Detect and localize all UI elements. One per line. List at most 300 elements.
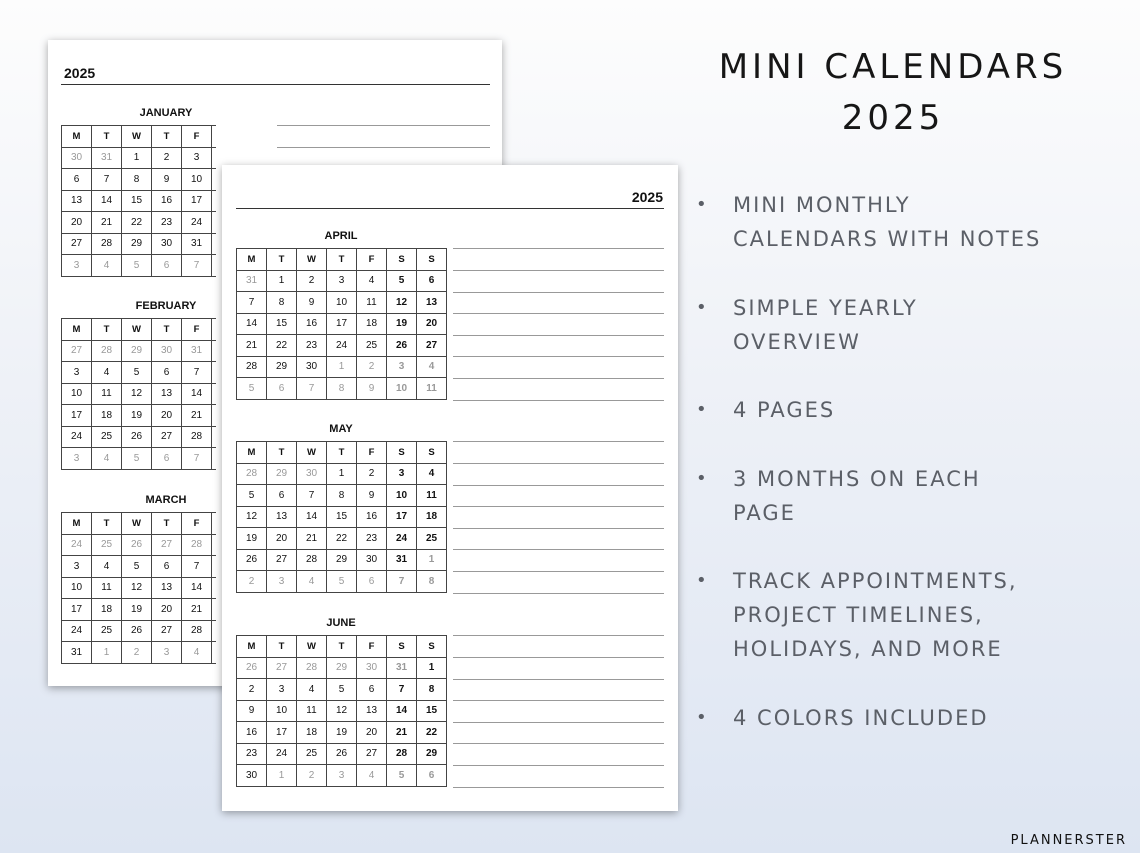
day-cell: 17 — [182, 190, 212, 212]
day-cell: 14 — [237, 313, 267, 335]
day-cell: 7 — [387, 571, 417, 593]
day-cell: 2 — [297, 765, 327, 787]
day-cell: 3 — [267, 679, 297, 701]
month-name: JUNE — [326, 617, 356, 629]
day-cell: 27 — [417, 335, 447, 357]
day-cell: 2 — [357, 356, 387, 378]
feature-line: 4 PAGES — [733, 398, 836, 422]
day-cell: 4 — [297, 679, 327, 701]
day-cell: 28 — [92, 233, 122, 255]
week-row — [62, 147, 217, 169]
week-row — [62, 534, 217, 556]
month-grid — [236, 248, 447, 400]
week-row — [237, 506, 447, 528]
day-cell: 31 — [387, 657, 417, 679]
day-cell: 2 — [237, 571, 267, 593]
day-cell: 7 — [387, 679, 417, 701]
weekday-header: S — [387, 636, 417, 658]
weekday-header — [212, 513, 217, 535]
weekday-header: S — [417, 636, 447, 658]
month-name: APRIL — [324, 230, 358, 242]
day-cell: 25 — [92, 620, 122, 642]
week-row — [237, 528, 447, 550]
day-cell: 11 — [92, 577, 122, 599]
week-row — [62, 212, 217, 234]
day-cell: 1 — [327, 356, 357, 378]
page-year: 2025 — [631, 189, 663, 205]
day-cell: 20 — [152, 405, 182, 427]
day-cell — [212, 642, 217, 664]
day-cell: 24 — [387, 528, 417, 550]
day-cell: 14 — [297, 506, 327, 528]
bullet-icon: • — [696, 297, 709, 318]
weekday-header: M — [62, 513, 92, 535]
note-line — [453, 765, 664, 766]
day-cell: 18 — [297, 722, 327, 744]
week-row — [62, 642, 217, 664]
day-cell: 31 — [387, 549, 417, 571]
feature-text — [733, 393, 1123, 427]
day-cell: 4 — [92, 362, 122, 384]
month-march — [61, 494, 216, 674]
week-row — [237, 765, 447, 787]
week-row — [62, 233, 217, 255]
day-cell: 28 — [237, 463, 267, 485]
week-row — [237, 313, 447, 335]
day-cell: 22 — [327, 528, 357, 550]
day-cell: 14 — [92, 190, 122, 212]
day-cell: 3 — [387, 356, 417, 378]
day-cell: 16 — [237, 722, 267, 744]
day-cell: 29 — [122, 340, 152, 362]
day-cell: 2 — [297, 270, 327, 292]
day-cell: 5 — [237, 378, 267, 400]
day-cell: 6 — [357, 679, 387, 701]
day-cell: 5 — [122, 362, 152, 384]
bullet-icon: • — [696, 399, 709, 420]
day-cell: 9 — [152, 169, 182, 191]
day-cell: 10 — [267, 700, 297, 722]
week-row — [237, 722, 447, 744]
day-cell: 29 — [267, 463, 297, 485]
month-january — [61, 107, 216, 287]
weekday-header: T — [327, 636, 357, 658]
day-cell: 2 — [237, 679, 267, 701]
day-cell: 23 — [237, 743, 267, 765]
day-cell — [212, 556, 217, 578]
day-cell — [212, 340, 217, 362]
day-cell: 5 — [387, 270, 417, 292]
day-cell: 4 — [92, 556, 122, 578]
day-cell: 26 — [122, 534, 152, 556]
day-cell: 11 — [92, 383, 122, 405]
note-line — [453, 463, 664, 464]
day-cell: 26 — [237, 549, 267, 571]
brand-name: PLANNERSTER — [1010, 833, 1127, 848]
day-cell: 21 — [182, 405, 212, 427]
day-cell: 27 — [152, 426, 182, 448]
note-line — [453, 571, 664, 572]
day-cell: 24 — [327, 335, 357, 357]
month-april — [236, 230, 666, 410]
day-cell: 10 — [182, 169, 212, 191]
day-cell: 12 — [122, 577, 152, 599]
week-row — [237, 335, 447, 357]
day-cell: 3 — [267, 571, 297, 593]
day-cell: 17 — [62, 405, 92, 427]
weekday-header: M — [62, 319, 92, 341]
day-cell — [212, 405, 217, 427]
day-cell: 20 — [417, 313, 447, 335]
day-cell: 4 — [92, 255, 122, 277]
note-line — [453, 743, 664, 744]
day-cell: 3 — [327, 765, 357, 787]
day-cell: 15 — [267, 313, 297, 335]
day-cell: 10 — [327, 292, 357, 314]
note-line — [453, 528, 664, 529]
month-name: JANUARY — [139, 107, 193, 119]
note-line — [277, 147, 490, 148]
week-row — [237, 485, 447, 507]
week-row — [237, 571, 447, 593]
day-cell: 27 — [267, 657, 297, 679]
day-cell: 31 — [182, 340, 212, 362]
day-cell: 25 — [92, 426, 122, 448]
week-row — [62, 448, 217, 470]
note-line — [453, 335, 664, 336]
note-line — [453, 441, 664, 442]
day-cell: 30 — [152, 233, 182, 255]
day-cell: 28 — [297, 549, 327, 571]
day-cell: 31 — [92, 147, 122, 169]
day-cell — [212, 190, 217, 212]
note-line — [453, 400, 664, 401]
week-row — [237, 700, 447, 722]
day-cell: 6 — [417, 270, 447, 292]
day-cell: 24 — [62, 426, 92, 448]
weekday-header: F — [182, 513, 212, 535]
week-row — [237, 292, 447, 314]
weekday-header: T — [152, 126, 182, 148]
day-cell: 29 — [417, 743, 447, 765]
day-cell: 26 — [122, 620, 152, 642]
weekday-header: W — [297, 442, 327, 464]
day-cell: 30 — [297, 463, 327, 485]
day-cell: 28 — [92, 340, 122, 362]
feature-line: PAGE — [733, 501, 796, 525]
headline-line-1: MINI CALENDARS — [718, 47, 1068, 87]
day-cell: 9 — [297, 292, 327, 314]
day-cell: 30 — [237, 765, 267, 787]
day-cell: 29 — [327, 549, 357, 571]
day-cell: 29 — [267, 356, 297, 378]
day-cell: 31 — [182, 233, 212, 255]
day-cell: 18 — [92, 599, 122, 621]
day-cell: 11 — [417, 485, 447, 507]
day-cell: 1 — [122, 147, 152, 169]
weekday-header — [212, 319, 217, 341]
day-cell — [212, 147, 217, 169]
month-june — [236, 617, 666, 797]
weekday-header: M — [237, 249, 267, 271]
day-cell: 13 — [357, 700, 387, 722]
day-cell: 5 — [122, 448, 152, 470]
bullet-icon: • — [696, 194, 709, 215]
month-name: MARCH — [145, 494, 187, 506]
day-cell: 19 — [237, 528, 267, 550]
weekday-header: T — [327, 249, 357, 271]
day-cell: 20 — [152, 599, 182, 621]
month-grid — [236, 441, 447, 593]
day-cell: 7 — [182, 448, 212, 470]
week-row — [237, 356, 447, 378]
day-cell: 8 — [122, 169, 152, 191]
day-cell: 5 — [237, 485, 267, 507]
day-cell: 14 — [182, 383, 212, 405]
week-row — [237, 270, 447, 292]
month-grid — [61, 318, 216, 470]
day-cell — [212, 620, 217, 642]
day-cell: 28 — [182, 620, 212, 642]
week-row — [237, 463, 447, 485]
week-row — [62, 255, 217, 277]
month-grid — [61, 125, 216, 277]
weekday-header: W — [122, 513, 152, 535]
weekday-header: T — [92, 319, 122, 341]
day-cell: 2 — [152, 147, 182, 169]
day-cell: 19 — [122, 405, 152, 427]
headline-line-2: 2025 — [841, 98, 945, 138]
weekday-header: W — [297, 249, 327, 271]
day-cell: 6 — [152, 362, 182, 384]
feature-text — [733, 701, 1123, 735]
day-cell: 16 — [152, 190, 182, 212]
day-cell: 28 — [237, 356, 267, 378]
day-cell: 27 — [152, 534, 182, 556]
day-cell: 3 — [152, 642, 182, 664]
day-cell: 24 — [62, 534, 92, 556]
day-cell: 16 — [357, 506, 387, 528]
weekday-header: F — [357, 442, 387, 464]
day-cell: 9 — [357, 485, 387, 507]
page-year: 2025 — [64, 65, 96, 81]
day-cell: 13 — [417, 292, 447, 314]
day-cell: 10 — [62, 577, 92, 599]
weekday-header: S — [417, 249, 447, 271]
day-cell: 13 — [152, 577, 182, 599]
day-cell: 6 — [267, 485, 297, 507]
day-cell: 6 — [152, 556, 182, 578]
day-cell — [212, 169, 217, 191]
week-row — [237, 378, 447, 400]
day-cell: 26 — [327, 743, 357, 765]
day-cell: 6 — [417, 765, 447, 787]
day-cell: 29 — [327, 657, 357, 679]
day-cell: 19 — [122, 599, 152, 621]
day-cell: 31 — [237, 270, 267, 292]
day-cell: 6 — [152, 448, 182, 470]
weekday-header: T — [327, 442, 357, 464]
day-cell: 27 — [357, 743, 387, 765]
day-cell: 14 — [387, 700, 417, 722]
feature-line: CALENDARS WITH NOTES — [733, 227, 1042, 251]
day-cell: 4 — [417, 463, 447, 485]
day-cell: 13 — [152, 383, 182, 405]
weekday-header: T — [267, 442, 297, 464]
day-cell: 6 — [62, 169, 92, 191]
day-cell: 8 — [417, 571, 447, 593]
day-cell: 28 — [182, 534, 212, 556]
header-rule — [61, 84, 490, 85]
day-cell: 3 — [327, 270, 357, 292]
day-cell: 13 — [267, 506, 297, 528]
weekday-header: F — [357, 249, 387, 271]
feature-text — [733, 188, 1123, 256]
day-cell: 29 — [122, 233, 152, 255]
week-row — [62, 340, 217, 362]
week-row — [62, 426, 217, 448]
day-cell: 5 — [327, 571, 357, 593]
day-cell: 26 — [387, 335, 417, 357]
day-cell: 11 — [297, 700, 327, 722]
day-cell: 4 — [92, 448, 122, 470]
day-cell: 1 — [267, 765, 297, 787]
week-row — [237, 657, 447, 679]
month-february — [61, 300, 216, 480]
day-cell: 30 — [62, 147, 92, 169]
day-cell: 27 — [62, 340, 92, 362]
day-cell: 4 — [417, 356, 447, 378]
day-cell: 8 — [267, 292, 297, 314]
day-cell: 15 — [327, 506, 357, 528]
note-line — [453, 485, 664, 486]
weekday-header: F — [182, 126, 212, 148]
day-cell: 30 — [357, 657, 387, 679]
feature-line: OVERVIEW — [733, 330, 861, 354]
note-line — [453, 635, 664, 636]
day-cell: 6 — [357, 571, 387, 593]
weekday-header: M — [62, 126, 92, 148]
month-grid — [236, 635, 447, 787]
note-line — [453, 356, 664, 357]
day-cell: 18 — [417, 506, 447, 528]
day-cell: 17 — [267, 722, 297, 744]
day-cell: 23 — [357, 528, 387, 550]
day-cell — [212, 534, 217, 556]
day-cell: 4 — [297, 571, 327, 593]
note-line — [453, 292, 664, 293]
day-cell: 25 — [357, 335, 387, 357]
day-cell: 7 — [237, 292, 267, 314]
day-cell: 14 — [182, 577, 212, 599]
day-cell: 7 — [182, 362, 212, 384]
day-cell: 31 — [62, 642, 92, 664]
day-cell: 3 — [387, 463, 417, 485]
day-cell: 6 — [152, 255, 182, 277]
day-cell: 30 — [297, 356, 327, 378]
feature-line: TRACK APPOINTMENTS, — [733, 569, 1018, 593]
week-row — [62, 577, 217, 599]
day-cell: 4 — [182, 642, 212, 664]
note-line — [277, 125, 490, 126]
weekday-header: S — [387, 442, 417, 464]
day-cell: 9 — [357, 378, 387, 400]
day-cell: 3 — [62, 448, 92, 470]
day-cell: 2 — [122, 642, 152, 664]
note-line — [453, 787, 664, 788]
day-cell: 15 — [122, 190, 152, 212]
day-cell — [212, 233, 217, 255]
weekday-header: S — [387, 249, 417, 271]
day-cell: 2 — [357, 463, 387, 485]
day-cell: 20 — [357, 722, 387, 744]
day-cell: 25 — [417, 528, 447, 550]
weekday-header: T — [152, 319, 182, 341]
day-cell: 25 — [92, 534, 122, 556]
week-row — [62, 383, 217, 405]
feature-text — [733, 291, 1123, 359]
day-cell: 12 — [327, 700, 357, 722]
day-cell: 28 — [297, 657, 327, 679]
day-cell: 11 — [417, 378, 447, 400]
day-cell: 8 — [327, 378, 357, 400]
day-cell: 10 — [387, 378, 417, 400]
day-cell: 9 — [237, 700, 267, 722]
week-row — [237, 743, 447, 765]
day-cell: 22 — [267, 335, 297, 357]
day-cell: 28 — [387, 743, 417, 765]
month-name: MAY — [329, 423, 353, 435]
header-rule — [236, 208, 664, 209]
day-cell: 5 — [122, 255, 152, 277]
day-cell: 5 — [122, 556, 152, 578]
day-cell: 11 — [357, 292, 387, 314]
note-line — [453, 270, 664, 271]
day-cell: 21 — [237, 335, 267, 357]
weekday-header: S — [417, 442, 447, 464]
note-line — [453, 679, 664, 680]
note-line — [453, 506, 664, 507]
day-cell: 16 — [297, 313, 327, 335]
day-cell: 3 — [182, 147, 212, 169]
note-line — [453, 593, 664, 594]
back-notes-area — [277, 125, 490, 165]
week-row — [62, 620, 217, 642]
weekday-header: W — [122, 319, 152, 341]
note-line — [453, 657, 664, 658]
day-cell: 19 — [387, 313, 417, 335]
day-cell: 27 — [267, 549, 297, 571]
day-cell — [212, 599, 217, 621]
day-cell: 30 — [152, 340, 182, 362]
day-cell: 20 — [267, 528, 297, 550]
day-cell: 22 — [122, 212, 152, 234]
day-cell: 7 — [182, 255, 212, 277]
day-cell: 19 — [327, 722, 357, 744]
day-cell: 23 — [297, 335, 327, 357]
day-cell: 25 — [297, 743, 327, 765]
day-cell — [212, 362, 217, 384]
day-cell: 4 — [357, 765, 387, 787]
weekday-header: T — [92, 513, 122, 535]
day-cell: 23 — [152, 212, 182, 234]
week-row — [62, 405, 217, 427]
day-cell: 7 — [297, 378, 327, 400]
month-may — [236, 423, 666, 603]
day-cell: 21 — [297, 528, 327, 550]
day-cell: 7 — [182, 556, 212, 578]
weekday-header — [212, 126, 217, 148]
